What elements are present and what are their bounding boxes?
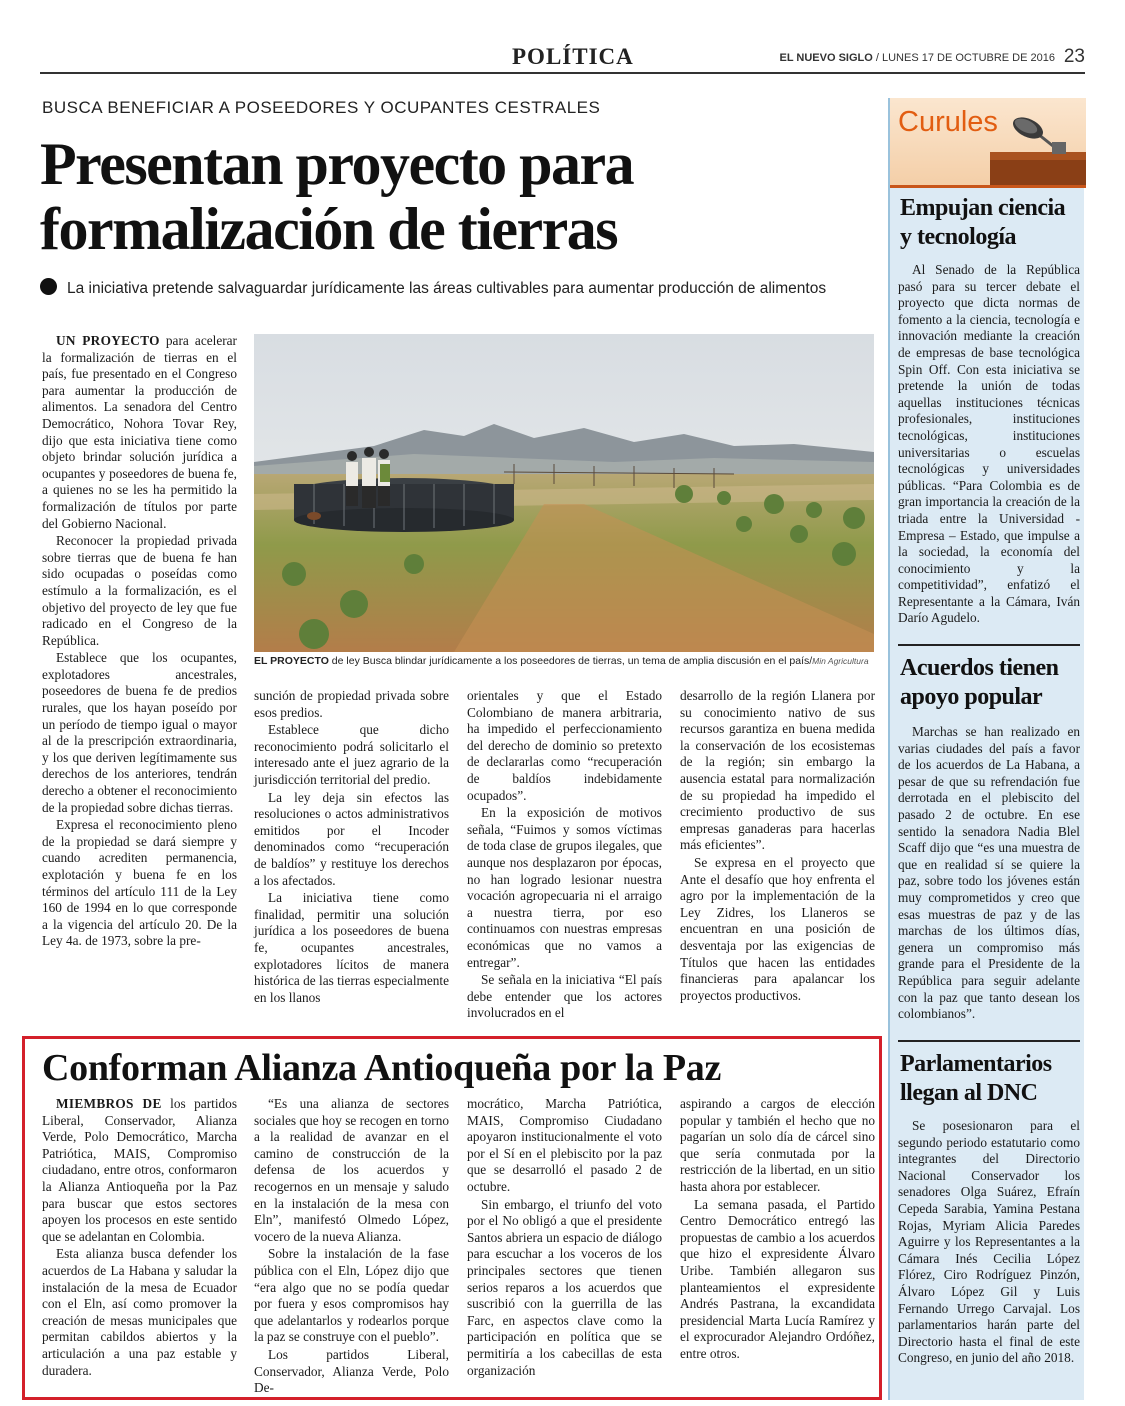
paragraph: “Es una alianza de sectores sociales que hoy se recogen en torno a la realidad de avanzar en el camino de construcción de la defensa de los acuerdos y recogernos en un mensaje y saludo en la instalación de la mesa con Eln”, manifestó Olmedo López, vocero de la nueva Alianza. bbox=[254, 1096, 449, 1244]
paragraph: aspirando a cargos de elección popular y también el hecho que no pagarían un solo día de cárcel sino que sería conmutada por la restricción de la libertad, en un sitio hasta ahora por establecer. bbox=[680, 1096, 875, 1194]
paper-name: EL NUEVO SIGLO bbox=[779, 52, 873, 64]
main-column-2 bbox=[254, 688, 449, 1007]
microphone-icon bbox=[890, 98, 1086, 188]
paragraph: En la exposición de motivos señala, “Fuimos y somos víctimas de toda clase de grupos ilegales, que aunque nos desplazaron por épocas, no han logrado lesionar nuestra vocación agropecuaria ni el arraigo a nuestra tierra, por eso continuamos con nuestras empresas económicas que no vamos a entregar”. bbox=[467, 805, 662, 970]
paragraph: Establece que dicho reconocimiento podrá solicitarlo el interesado ante el juez agrario de la jurisdicción territorial del predio. bbox=[254, 722, 449, 787]
paragraph: mocrático, Marcha Patriótica, MAIS, Compromiso Ciudadano apoyaron institucionalmente el voto por el Sí en el plebiscito por la paz que se desarrolló el pasado 2 de octubre. bbox=[467, 1096, 662, 1194]
lead-in: MIEMBROS DE bbox=[56, 1096, 162, 1111]
section-name: POLÍTICA bbox=[512, 44, 634, 69]
paragraph: Los partidos Liberal, Conservador, Alianza Verde, Polo De- bbox=[254, 1346, 449, 1396]
main-column-4 bbox=[680, 688, 875, 1005]
masthead-rule bbox=[40, 72, 1085, 74]
lead-in: UN PROYECTO bbox=[56, 333, 160, 348]
curules-title: Curules bbox=[898, 106, 998, 138]
second-headline: Conforman Alianza Antioqueña por la Paz bbox=[42, 1047, 722, 1089]
caption-text: de ley Busca blindar jurídicamente a los poseedores de tierras, un tema de amplia discusión en el país/ bbox=[328, 655, 813, 667]
caption-lead: EL PROYECTO bbox=[254, 655, 329, 667]
farm-landscape-image bbox=[254, 334, 874, 652]
sidebar-story-2-text: Marchas se han realizado en varias ciudades del país a favor de los acuerdos de La Habana, a pesar de que su refrendación fue derrotada en el plebiscito del pasado 2 de octubre. En ese sentido la senadora Nadia Blel Scaff dijo que “es una muestra de que en realidad sí se quiere la paz, sobre todo los jóvenes están muy comprometidos y creo que esas muestras de paz y de las marchas de los últimos días, genera un compromiso más grande para el Presidente de la República para seguir adelante con la paz que tanto desean los colombianos”. bbox=[898, 724, 1080, 1022]
sidebar-divider bbox=[898, 644, 1080, 646]
second-column-4 bbox=[680, 1096, 875, 1364]
sidebar-story-2-title: Acuerdos tienen apoyo popular bbox=[900, 655, 1059, 710]
paragraph: Sin embargo, el triunfo del voto por el No obligó a que el presidente Santos abriera un espacio de diálogo para escuchar a los voceros de los principales sectores que tienen serios reparos a los acuerdos que suscribió con la guerrilla de las Farc, en aspectos clave como la participación en política que se permitiría a los cabecillas de esta organización bbox=[467, 1196, 662, 1378]
paragraph: desarrollo de la región Llanera por su conocimiento nativo de sus recursos garantiza en buena medida la conservación de los ecosistemas de la región; sin embargo la ausencia estatal para normalización de su propiedad ha impedido el crecimiento productivo de sus empresas ganaderas para hacerlas más eficientes”. bbox=[680, 688, 875, 853]
sidebar-story-3-text: Se posesionaron para el segundo periodo estatutario como integrantes del Directorio Nacional Conservador los senadores Olga Suárez, Efraín Cepeda Sarabia, Yamina Pestana Rojas, Myriam Alicia Paredes Aguirre y los Representantes a la Cámara Inés Cecilia López Flórez, Ciro Rodríguez Pinzón, Álvaro López Gil y Luis Fernando Urrego Carvajal. Los parlamentarios harán parte del Directorio hasta el final de este Congreso, en junio del año 2018. bbox=[898, 1118, 1080, 1366]
main-photo bbox=[254, 334, 874, 652]
paragraph: La iniciativa tiene como finalidad, permitir una solución jurídica a los poseedores de buena fe, ocupantes ancestrales, explotadores lícitos de manera histórica de las tierras especialmente en los llanos bbox=[254, 890, 449, 1005]
paragraph: Establece que los ocupantes, explotadores ancestrales, poseedores de buena fe de predios rurales, que los hayan poseído por un período de tiempo igual o mayor al de la prescripción extraordinaria, y los que deriven legítimamente sus derechos de los anteriores, tendrán derecho a obtener el reconocimiento de la propiedad sobre dichas tierras. bbox=[42, 650, 237, 815]
paragraph: La ley deja sin efectos las resoluciones o actos administrativos emitidos por el Incoder denominados como “recuperación de baldíos” y restituye los derechos a los afectados. bbox=[254, 789, 449, 888]
paragraph: orientales y que el Estado Colombiano de manera arbitraria, ha impedido el perfeccionamiento del derecho de dominio so pretexto de declararlas como “recuperación de baldíos indebidamente ocupados”. bbox=[467, 688, 662, 803]
main-kicker: BUSCA BENEFICIAR A POSEEDORES Y OCUPANTES CESTRALES bbox=[42, 98, 601, 117]
paragraph: Se señala en la iniciativa “El país debe entender que los actores involucrados en el bbox=[467, 972, 662, 1021]
main-column-1 bbox=[42, 333, 237, 951]
paragraph: Esta alianza busca defender los acuerdos de La Habana y saludar la instalación de la mesa de Ecuador con el Eln, así como promover la creación de mesas municipales que permitan cabildos abiertos y la articulación a una paz estable y duradera. bbox=[42, 1246, 237, 1378]
masthead-info bbox=[780, 52, 1056, 64]
paragraph: Expresa el reconocimiento pleno de la propiedad se dará siempre y cuando acrediten permanencia, explotación y buena fe en los términos del artículo 111 de la Ley 160 de 1994 en lo que corresponde a la vigencia del artículo 20. De la Ley 4a. de 1973, sobre la pre- bbox=[42, 817, 237, 949]
photo-caption bbox=[254, 654, 874, 668]
second-column-2 bbox=[254, 1096, 449, 1398]
issue-date: / LUNES 17 DE OCTUBRE DE 2016 bbox=[872, 52, 1055, 64]
paragraph: UN PROYECTO para acelerar la formalización de tierras en el país, fue presentado en el Congreso para aumentar la producción de alimentos. La senadora del Centro Democrático, Nohora Tovar Rey, dijo que esta iniciativa tiene como objeto brindar solución jurídica a ocupantes y poseedores de buena fe, a quienes no se les ha permitido la formalización de títulos por parte del Gobierno Nacional. bbox=[42, 333, 237, 531]
sidebar-story-1-title: Empujan ciencia y tecnología bbox=[900, 195, 1066, 250]
paragraph: sunción de propiedad privada sobre esos predios. bbox=[254, 688, 449, 720]
paragraph: Reconocer la propiedad privada sobre tierras que de buena fe han sido ocupadas o poseídas como estímulo a la formalización, es el objetivo del proyecto de ley que fue radicado en el Congreso de la República. bbox=[42, 533, 237, 648]
summary-text: La iniciativa pretende salvaguardar jurídicamente las áreas cultivables para aumentar producción de alimentos bbox=[67, 280, 827, 297]
sidebar-story-3-title: Parlamentarios llegan al DNC bbox=[900, 1051, 1052, 1106]
photo-credit: Min Agricultura bbox=[812, 656, 869, 666]
main-column-3 bbox=[467, 688, 662, 1023]
sidebar-story-1-text: Al Senado de la República pasó para su tercer debate el proyecto que dicta normas de fomento a la ciencia, tecnología e innovación mediante la creación de empresas de base tecnológica Spin Off. Con esta iniciativa se pretende la unión de todas aquellas instituciones técnicas profesionales, instituciones tecnológicas, instituciones universitarias o escuelas tecnológicas y universidades públicas. “Para Colombia es de gran importancia la creación de la triada entre la Universidad - Empresa – Estado, que impulse a la sociedad, la economía del conocimiento y la competitividad”, enfatizó el Representante a la Cámara, Iván Darío Agudelo. bbox=[898, 262, 1080, 626]
paragraph: La semana pasada, el Partido Centro Democrático entregó las propuestas de cambio a los acuerdos que hizo el expresidente Álvaro Uribe. También allegaron sus planteamientos el expresidente Andrés Pastrana, la excandidata presidencial Marta Lucía Ramírez y el exprocurador Alejandro Ordóñez, entre otros. bbox=[680, 1196, 875, 1361]
main-headline: Presentan proyecto para formalización de tierras bbox=[40, 131, 634, 262]
paragraph: Sobre la instalación de la fase pública con el Eln, López dijo que “era algo que no se podía quedar por fuera y esos compromisos hay que adelantarlos y rodearlos porque la paz se construye con el pueblo”. bbox=[254, 1246, 449, 1345]
sidebar-divider bbox=[898, 1040, 1080, 1042]
bullet-icon bbox=[40, 278, 57, 295]
page-number: 23 bbox=[1063, 46, 1085, 67]
main-summary bbox=[40, 278, 875, 300]
second-column-3 bbox=[467, 1096, 662, 1380]
second-column-1 bbox=[42, 1096, 237, 1380]
curules-sidebar bbox=[888, 98, 1084, 1400]
paragraph: MIEMBROS DE los partidos Liberal, Conservador, Alianza Verde, Polo Democrático, Marcha Patriótica, MAIS, Compromiso ciudadano, entre otros, conformaron la Alianza Antioqueña por la Paz para buscar que estos sectores apoyen los procesos en este sentido que se adelantan en Colombia. bbox=[42, 1096, 237, 1244]
curules-banner bbox=[890, 98, 1086, 188]
paragraph: Se expresa en el proyecto que Ante el desafío que hoy enfrenta el agro por la implementación de la Ley Zidres, los Llaneros se encuentran en una posición de desventaja por las exigencias de Títulos que hacen las entidades financieras para apalancar los proyectos productivos. bbox=[680, 854, 875, 1003]
